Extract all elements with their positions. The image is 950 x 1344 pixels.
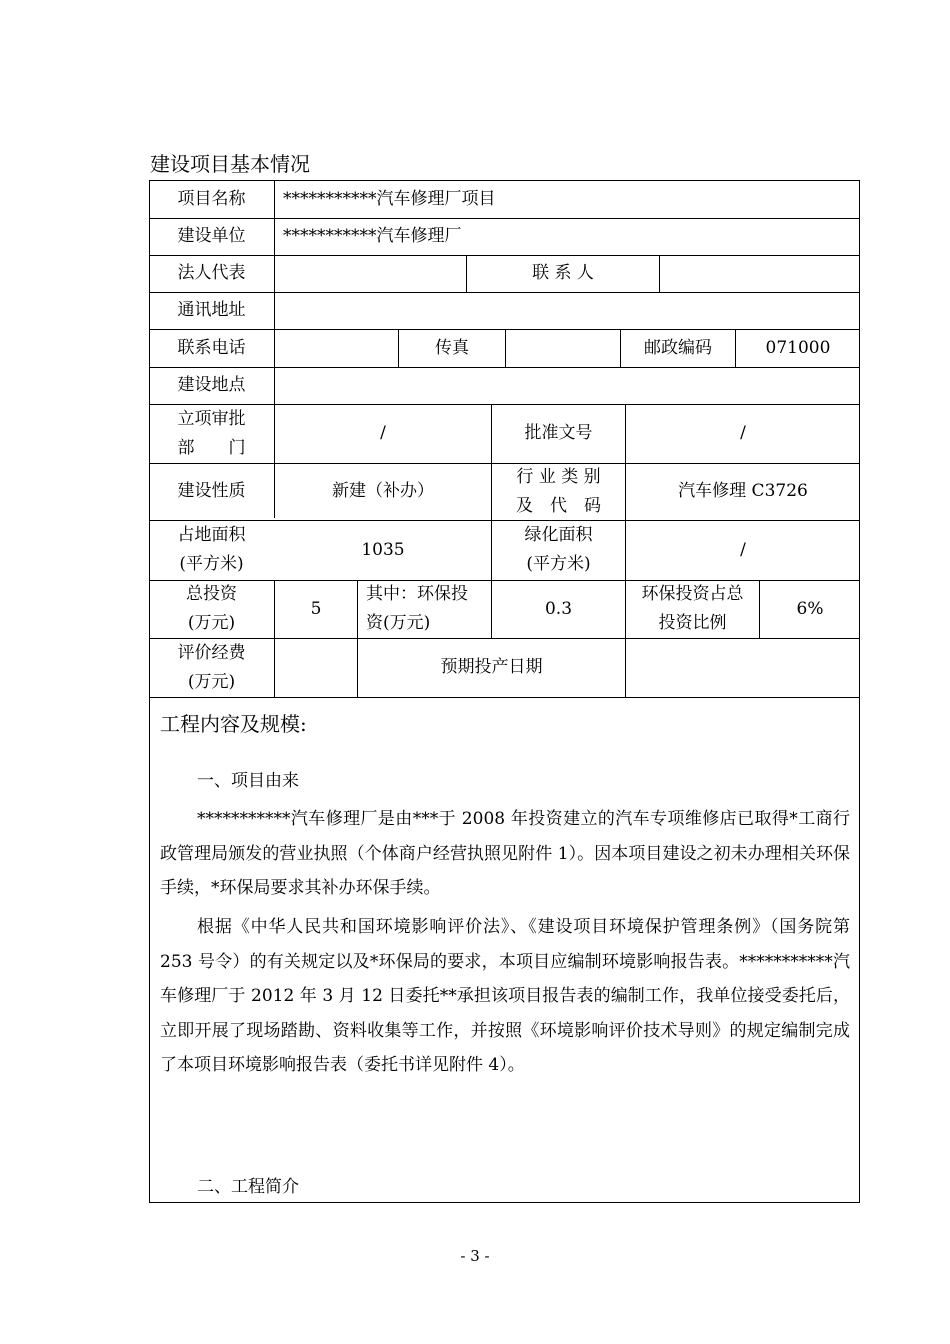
label-evaluation-fee bbox=[149, 638, 274, 697]
label-env-investment-ratio bbox=[626, 580, 759, 638]
label-env-ratio-line1: 环保投资占总 bbox=[641, 584, 744, 604]
label-project-name: 项目名称 bbox=[177, 188, 246, 209]
value-green-area: / bbox=[740, 539, 746, 560]
value-land-area: 1035 bbox=[361, 539, 405, 560]
page-number: - 3 - bbox=[460, 1247, 490, 1265]
label-legal-representative: 法人代表 bbox=[177, 263, 246, 283]
label-approval-number: 批准文号 bbox=[524, 423, 593, 443]
value-construction-nature: 新建（补办） bbox=[332, 481, 434, 501]
label-env-ratio-line2: 投资比例 bbox=[658, 613, 727, 633]
value-fax bbox=[506, 329, 620, 367]
value-env-investment: 0.3 bbox=[544, 598, 573, 619]
label-approval-dept-line1: 立项审批 bbox=[177, 408, 246, 429]
label-contact-person: 联 系 人 bbox=[532, 263, 594, 283]
value-postal-code: 071000 bbox=[765, 337, 831, 358]
value-env-investment-ratio: 6% bbox=[796, 598, 824, 619]
paragraph-origin-1: ***********汽车修理厂是由***于 2008 年投资建立的汽车专项维修店已取得*工商行政管理局颁发的营业执照（个体商户经营执照见附件 1）。因本项目建设之初未办理相关环保手续，*环保局要求其补办环保手续。 bbox=[160, 809, 850, 898]
section-heading-origin: 一、项目由来 bbox=[197, 771, 299, 791]
label-production-date: 预期投产日期 bbox=[440, 657, 543, 677]
value-contact-person bbox=[660, 255, 860, 292]
value-construction-unit: ***********汽车修理厂 bbox=[283, 226, 462, 246]
label-construction-nature: 建设性质 bbox=[177, 481, 246, 501]
row-divider bbox=[149, 697, 860, 698]
label-total-investment bbox=[149, 580, 274, 638]
paragraph-origin-2: 根据《中华人民共和国环境影响评价法》、《建设项目环境保护管理条例》（国务院第 253 号令）的有关规定以及*环保局的要求，本项目应编制环境影响报告表。***********汽车修理厂于 2012 年 3 月 12 日委托**承担该项目报告表的编制工作，我单位接受委托后，立即开展了现场踏勘、资料收集等工作，并按照《环境影响评价技术导则》的规定编制完成了本项目环境影响报告表（委托书详见附件 4）。 bbox=[160, 917, 850, 1075]
value-industry-code: 汽车修理 C3726 bbox=[678, 481, 808, 501]
label-location: 建设地点 bbox=[177, 375, 246, 395]
value-phone bbox=[275, 329, 398, 367]
label-industry-code-line1: 行 业 类 别 bbox=[516, 466, 601, 487]
section-heading-overview: 二、工程简介 bbox=[197, 1177, 299, 1197]
value-address bbox=[275, 292, 860, 329]
label-industry-code bbox=[492, 463, 625, 520]
label-total-investment-line1: 总投资 bbox=[186, 584, 237, 604]
label-land-area-line1: 占地面积 bbox=[177, 525, 246, 545]
content-title: 工程内容及规模: bbox=[160, 712, 307, 736]
label-land-area bbox=[149, 520, 274, 580]
label-construction-unit: 建设单位 bbox=[177, 226, 246, 246]
label-postal-code: 邮政编码 bbox=[644, 337, 712, 358]
label-land-area-line2: (平方米) bbox=[179, 554, 244, 574]
value-approval-dept: / bbox=[380, 423, 386, 443]
label-env-investment-line1: 其中：环保投 bbox=[366, 584, 468, 604]
label-total-investment-line2: (万元) bbox=[187, 613, 236, 633]
value-total-investment: 5 bbox=[310, 598, 322, 619]
label-green-area bbox=[492, 520, 625, 580]
label-env-investment-line2: 资(万元) bbox=[366, 613, 431, 633]
value-project-name: ***********汽车修理厂项目 bbox=[283, 188, 496, 209]
label-green-area-line2: (平方米) bbox=[526, 554, 591, 574]
label-phone: 联系电话 bbox=[177, 337, 246, 358]
value-evaluation-fee bbox=[275, 638, 357, 697]
page-heading: 建设项目基本情况 bbox=[150, 152, 310, 176]
value-legal-representative bbox=[275, 255, 466, 292]
label-fax: 传真 bbox=[435, 337, 469, 358]
label-industry-code-line2: 及 代 码 bbox=[516, 495, 601, 516]
label-evaluation-fee-line2: (万元) bbox=[187, 671, 236, 692]
label-evaluation-fee-line1: 评价经费 bbox=[177, 642, 246, 663]
value-approval-number: / bbox=[740, 423, 746, 443]
value-location bbox=[275, 367, 860, 404]
label-approval-dept-line2: 部 门 bbox=[177, 437, 246, 458]
value-production-date bbox=[626, 638, 860, 697]
label-env-investment bbox=[358, 580, 491, 638]
label-approval-dept bbox=[149, 404, 274, 463]
label-green-area-line1: 绿化面积 bbox=[524, 525, 593, 545]
label-address: 通讯地址 bbox=[177, 300, 246, 320]
